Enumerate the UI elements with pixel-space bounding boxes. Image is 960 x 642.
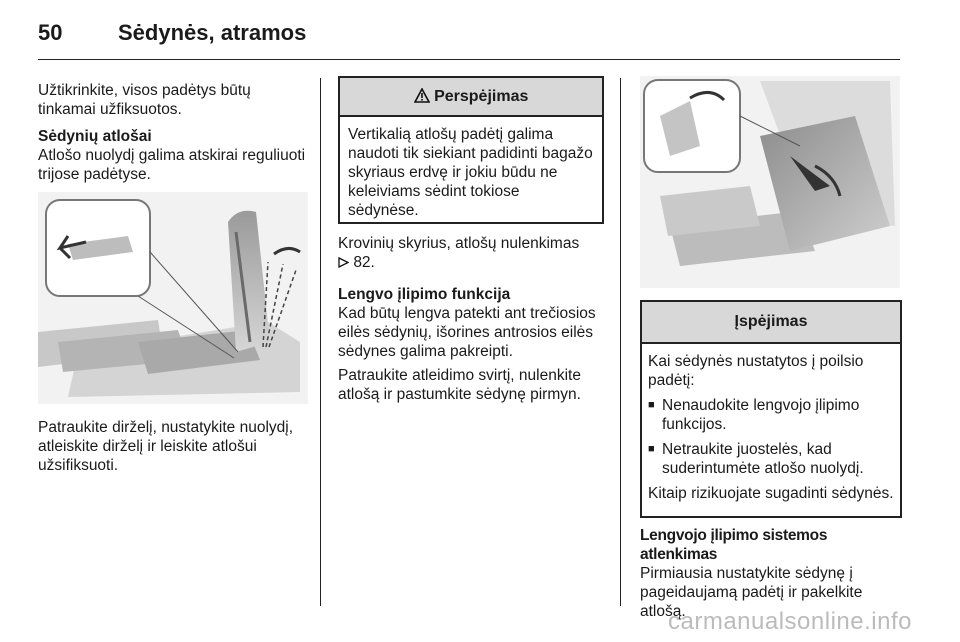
section-easy-entry-cancel xyxy=(640,526,902,621)
warning-box xyxy=(338,76,604,224)
page-number: 50 xyxy=(38,20,63,45)
easy-entry-body: Kad būtų lengva patekti ant trečiosios eilės sėdynių, išorines antrosios eilės sėdynes galima pakreipti. xyxy=(338,305,596,360)
watermark: carmanualsonline.info xyxy=(668,608,912,635)
notice-bullet xyxy=(648,440,894,478)
column-divider-1 xyxy=(320,78,321,606)
section-heading: Sėdynių atlošai xyxy=(38,128,152,145)
notice-bullet-text: Nenaudokite lengvojo įlipimo funkcijos. xyxy=(662,397,860,433)
notice-body xyxy=(642,344,900,503)
notice-header: Įspėjimas xyxy=(642,302,900,344)
cargo-page-link[interactable]: 82. xyxy=(353,254,375,271)
seat-recline-illustration xyxy=(38,192,308,404)
section-seatbacks xyxy=(38,127,308,184)
warning-triangle-icon xyxy=(414,88,434,105)
column-divider-2 xyxy=(620,78,621,606)
warning-title: Perspėjimas xyxy=(434,88,529,105)
easy-entry-illustration xyxy=(640,76,900,288)
notice-intro: Kai sėdynės nustatytos į poilsio padėtį: xyxy=(648,353,864,389)
bullet-square-icon: ■ xyxy=(648,399,655,411)
warning-header xyxy=(340,78,602,117)
notice-outro: Kitaip rizikuojate sugadinti sėdynės. xyxy=(648,485,894,502)
notice-bullet-text: Netraukite juostelės, kad suderintumėte atlošo nuolydį. xyxy=(662,441,864,477)
cargo-reference xyxy=(338,234,608,272)
section-body: Atlošo nuolydį galima atskirai reguliuoti trijose padėtyse. xyxy=(38,147,306,183)
page-title: Sėdynės, atramos xyxy=(118,20,307,45)
cancel-heading: Lengvojo įlipimo sistemos atlenkimas xyxy=(640,527,828,563)
cargo-text: Krovinių skyrius, atlošų nulenkimas xyxy=(338,235,580,252)
bullet-square-icon: ■ xyxy=(648,443,655,455)
notice-box xyxy=(640,300,902,518)
page-reference-icon xyxy=(338,254,353,271)
section-easy-entry xyxy=(338,285,608,404)
easy-entry-heading: Lengvo įlipimo funkcija xyxy=(338,286,511,303)
notice-bullet xyxy=(648,396,894,434)
header-rule xyxy=(38,59,900,60)
warning-body: Vertikalią atlošų padėtį galima naudoti tik siekiant padidinti bagažo skyriaus erdvę ir jokiu būdu ne keleiviams sėdint tokiose sėdynėse. xyxy=(348,126,593,219)
intro-text: Užtikrinkite, visos padėtys būtų tinkamai užfiksuotos. xyxy=(38,82,251,118)
illustration-caption: Patraukite dirželį, nustatykite nuolydį, atleiskite dirželį ir leiskite atlošui užsifiksuoti. xyxy=(38,419,294,474)
easy-entry-body-2: Patraukite atleidimo svirtį, nulenkite atlošą ir pastumkite sėdynę pirmyn. xyxy=(338,367,581,403)
cancel-body: Pirmiausia nustatykite sėdynę į pageidaujamą padėtį ir pakelkite atlošą. xyxy=(640,565,863,620)
